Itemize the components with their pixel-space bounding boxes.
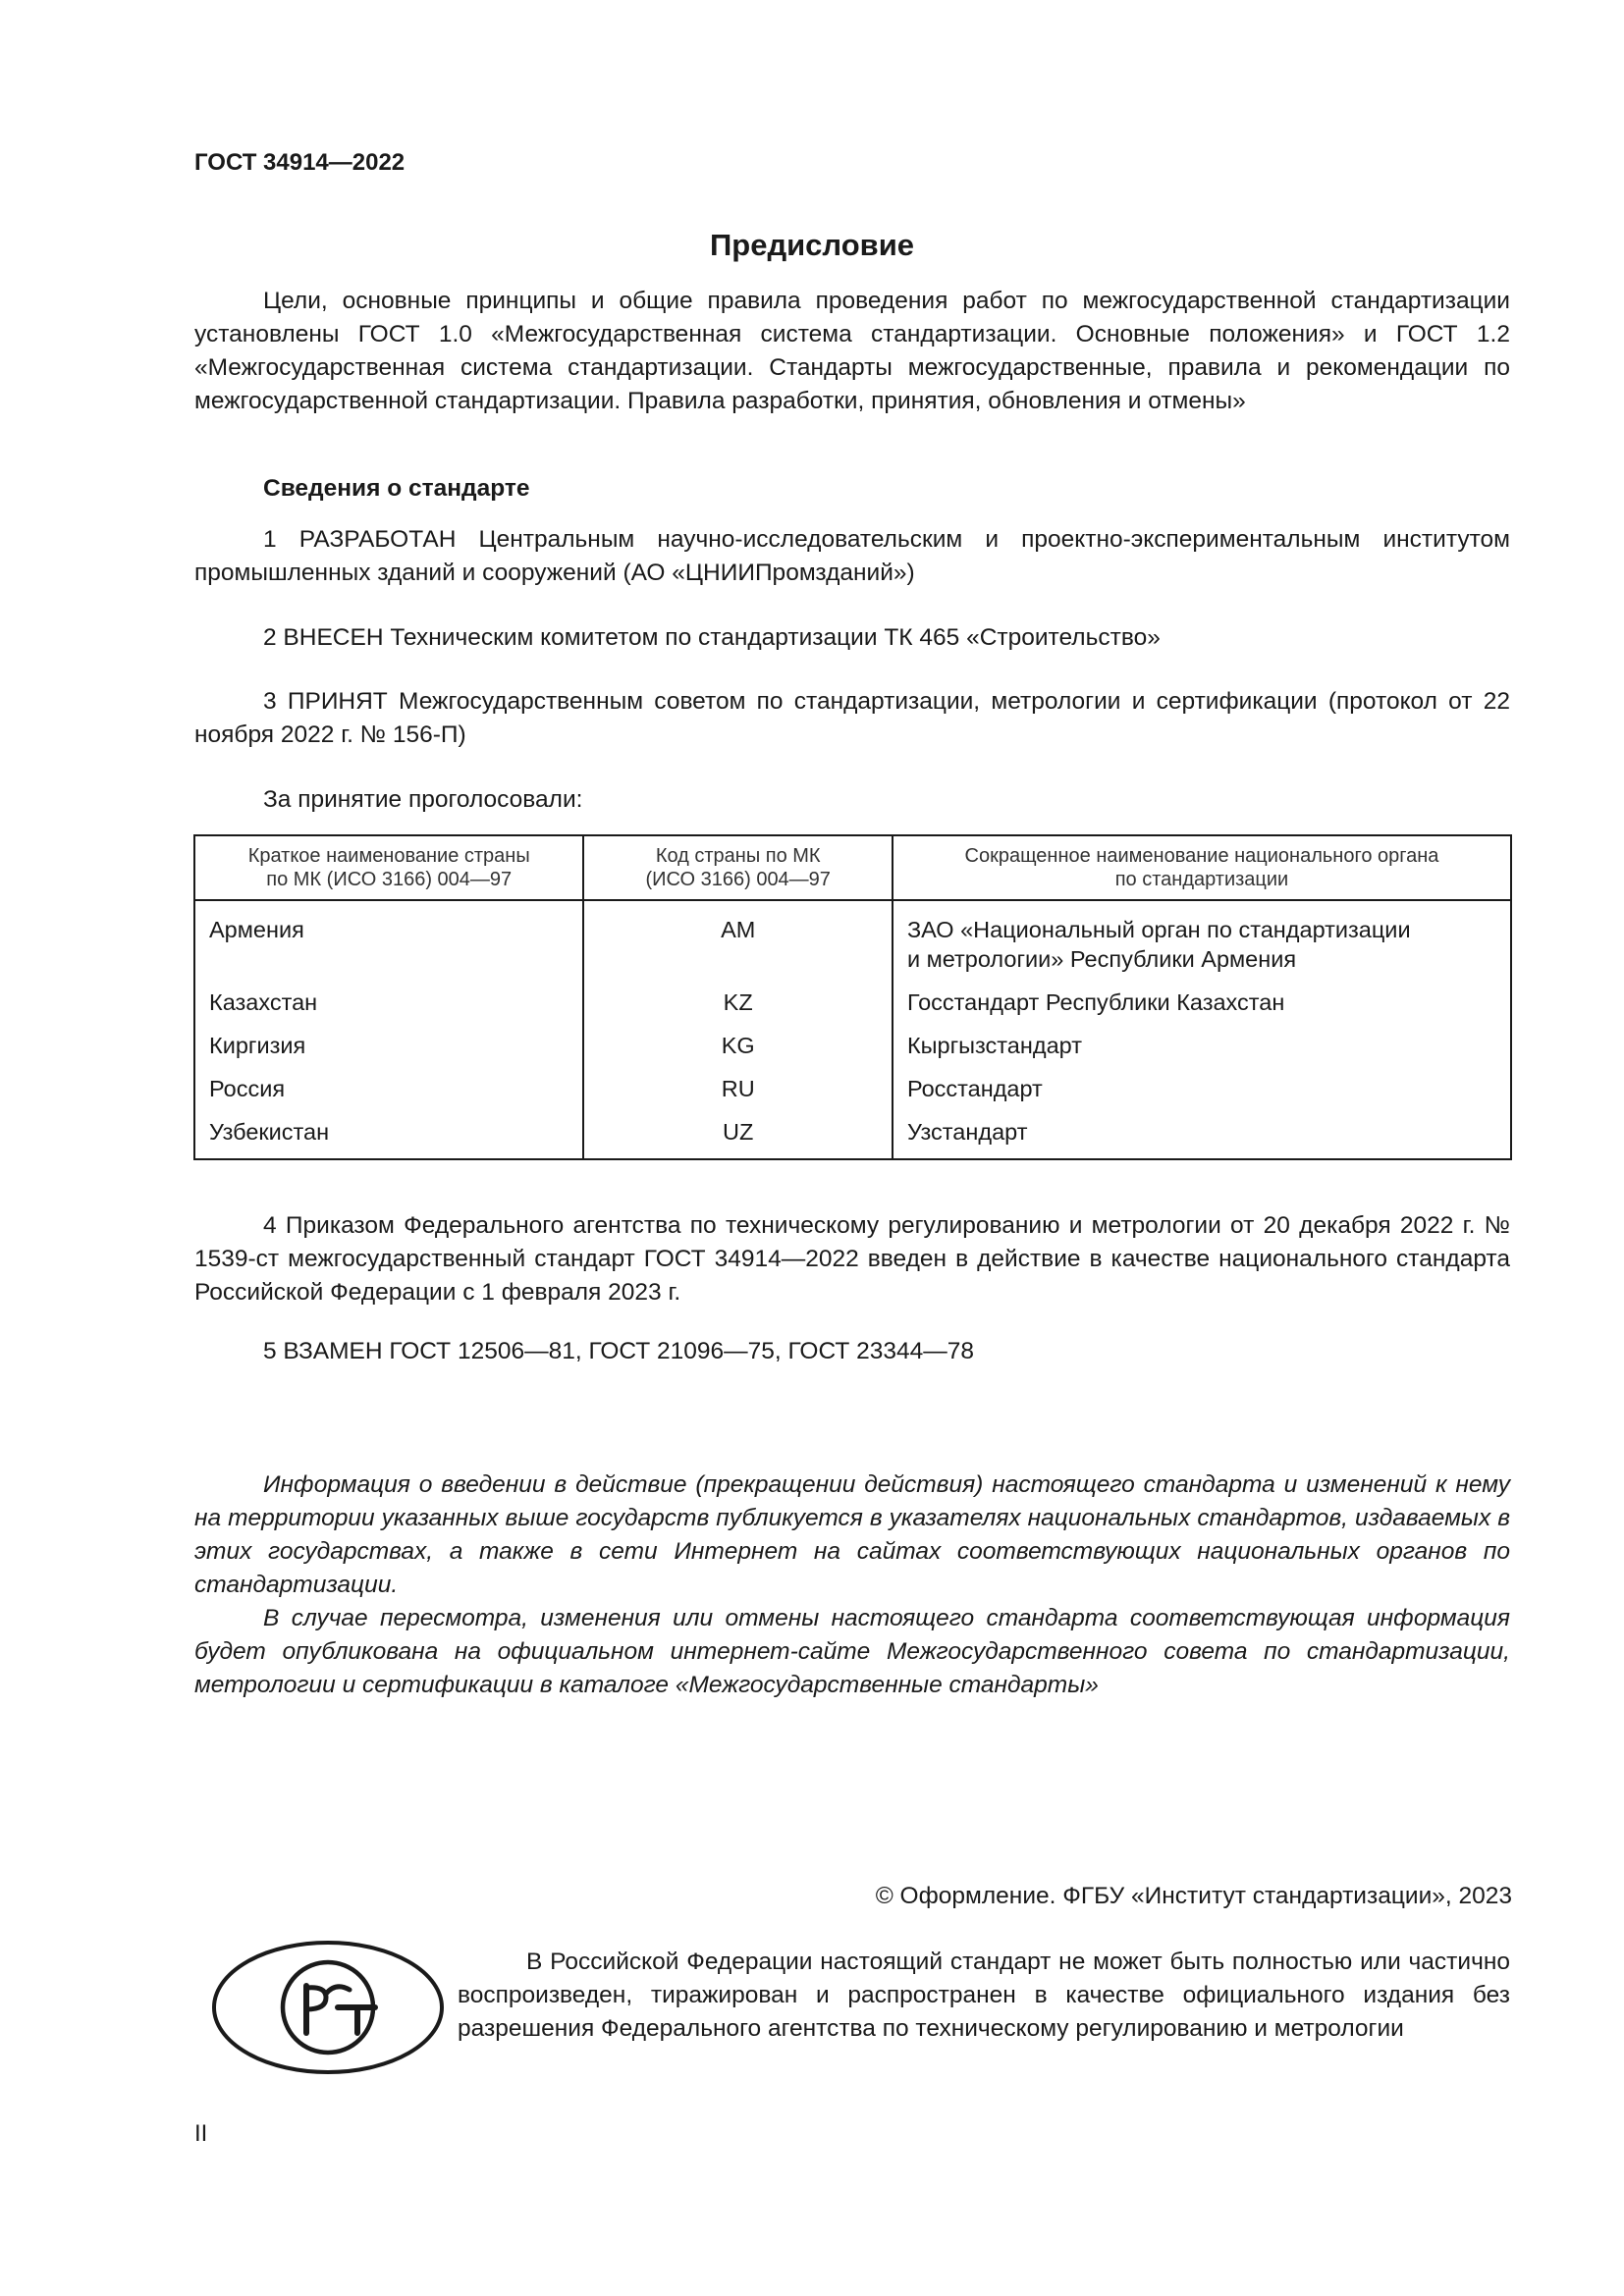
code-cell: RU (583, 1067, 892, 1110)
info-paragraph-introduction: Информация о введении в действие (прекращении действия) настоящего стандарта и изменений к нему на территории указанных выше государств публикуется в указателях национальных стандартов, издаваемых в этих государствах, а также в сети Интернет на сайтах соответствующих национальных органов по стандартизации. (194, 1471, 1510, 1598)
col-header-code: Код страны по МК (ИСО 3166) 004—97 (583, 835, 892, 900)
info-item-4: 4 Приказом Федерального агентства по техническому регулированию и метрологии от 20 декабря 2022 г. № 1539-ст межгосударственный стандарт ГОСТ 34914—2022 введен в действие в качестве национального стандарта Российской Федерации с 1 февраля 2023 г. (194, 1212, 1510, 1306)
voting-countries-table (193, 834, 1512, 1160)
country-cell: Киргизия (209, 1033, 306, 1058)
body-cell: Кыргызстандарт (893, 1024, 1511, 1067)
code-cell: AM (583, 900, 892, 981)
page-number: II (194, 2120, 208, 2147)
info-item-5: 5 ВЗАМЕН ГОСТ 12506—81, ГОСТ 21096—75, ГОСТ 23344—78 (263, 1338, 975, 1364)
code-cell: UZ (583, 1110, 892, 1159)
table-row (194, 1067, 1511, 1110)
table-row (194, 1110, 1511, 1159)
body-cell: Узстандарт (893, 1110, 1511, 1159)
copyright-notice: © Оформление. ФГБУ «Институт стандартизации», 2023 (875, 1883, 1512, 1909)
info-paragraph-revision: В случае пересмотра, изменения или отмены настоящего стандарта соответствующая информация будет опубликована на официальном интернет-сайте Межгосударственного совета по стандартизации, метрологии и сертификации в каталоге «Межгосударственные стандарты» (194, 1605, 1510, 1698)
country-cell: Узбекистан (209, 1119, 330, 1145)
country-cell: Казахстан (209, 989, 318, 1015)
table-header-row (194, 835, 1511, 900)
standard-info-heading: Сведения о стандарте (263, 475, 530, 502)
country-cell: Россия (209, 1076, 286, 1101)
col-header-body: Сокращенное наименование национального органа по стандартизации (893, 835, 1511, 900)
rst-logo-icon (210, 1939, 446, 2076)
voted-label: За принятие проголосовали: (263, 786, 583, 813)
code-cell: KG (583, 1024, 892, 1067)
table-row (194, 981, 1511, 1024)
col-header-country: Краткое наименование страны по МК (ИСО 3166) 004—97 (194, 835, 583, 900)
intro-paragraph: Цели, основные принципы и общие правила проведения работ по межгосударственной стандартизации установлены ГОСТ 1.0 «Межгосударственная система стандартизации. Основные положения» и ГОСТ 1.2 «Межгосударственная система стандартизации. Стандарты межгосударственные, правила и рекомендации по межгосударственной стандартизации. Правила разработки, принятия, обновления и отмены» (194, 288, 1510, 414)
info-item-3: 3 ПРИНЯТ Межгосударственным советом по стандартизации, метрологии и сертификации (протокол от 22 ноября 2022 г. № 156-П) (194, 688, 1510, 748)
body-cell: ЗАО «Национальный орган по стандартизации и метрологии» Республики Армения (893, 900, 1511, 981)
page-title: Предисловие (709, 228, 914, 262)
table-row (194, 1024, 1511, 1067)
table-row (194, 900, 1511, 981)
reproduction-rights-notice: В Российской Федерации настоящий стандарт не может быть полностью или частично воспроизведен, тиражирован и распространен в качестве официального издания без разрешения Федерального агентства по техническому регулированию и метрологии (458, 1949, 1510, 2042)
code-cell: KZ (583, 981, 892, 1024)
country-cell: Армения (209, 917, 304, 942)
body-cell: Госстандарт Республики Казахстан (893, 981, 1511, 1024)
body-cell: Росстандарт (893, 1067, 1511, 1110)
document-code: ГОСТ 34914—2022 (194, 149, 406, 176)
info-item-2: 2 ВНЕСЕН Техническим комитетом по стандартизации ТК 465 «Строительство» (263, 624, 1161, 651)
info-item-1: 1 РАЗРАБОТАН Центральным научно-исследовательским и проектно-экспериментальным институтом промышленных зданий и сооружений (АО «ЦНИИПромзданий») (194, 526, 1510, 586)
